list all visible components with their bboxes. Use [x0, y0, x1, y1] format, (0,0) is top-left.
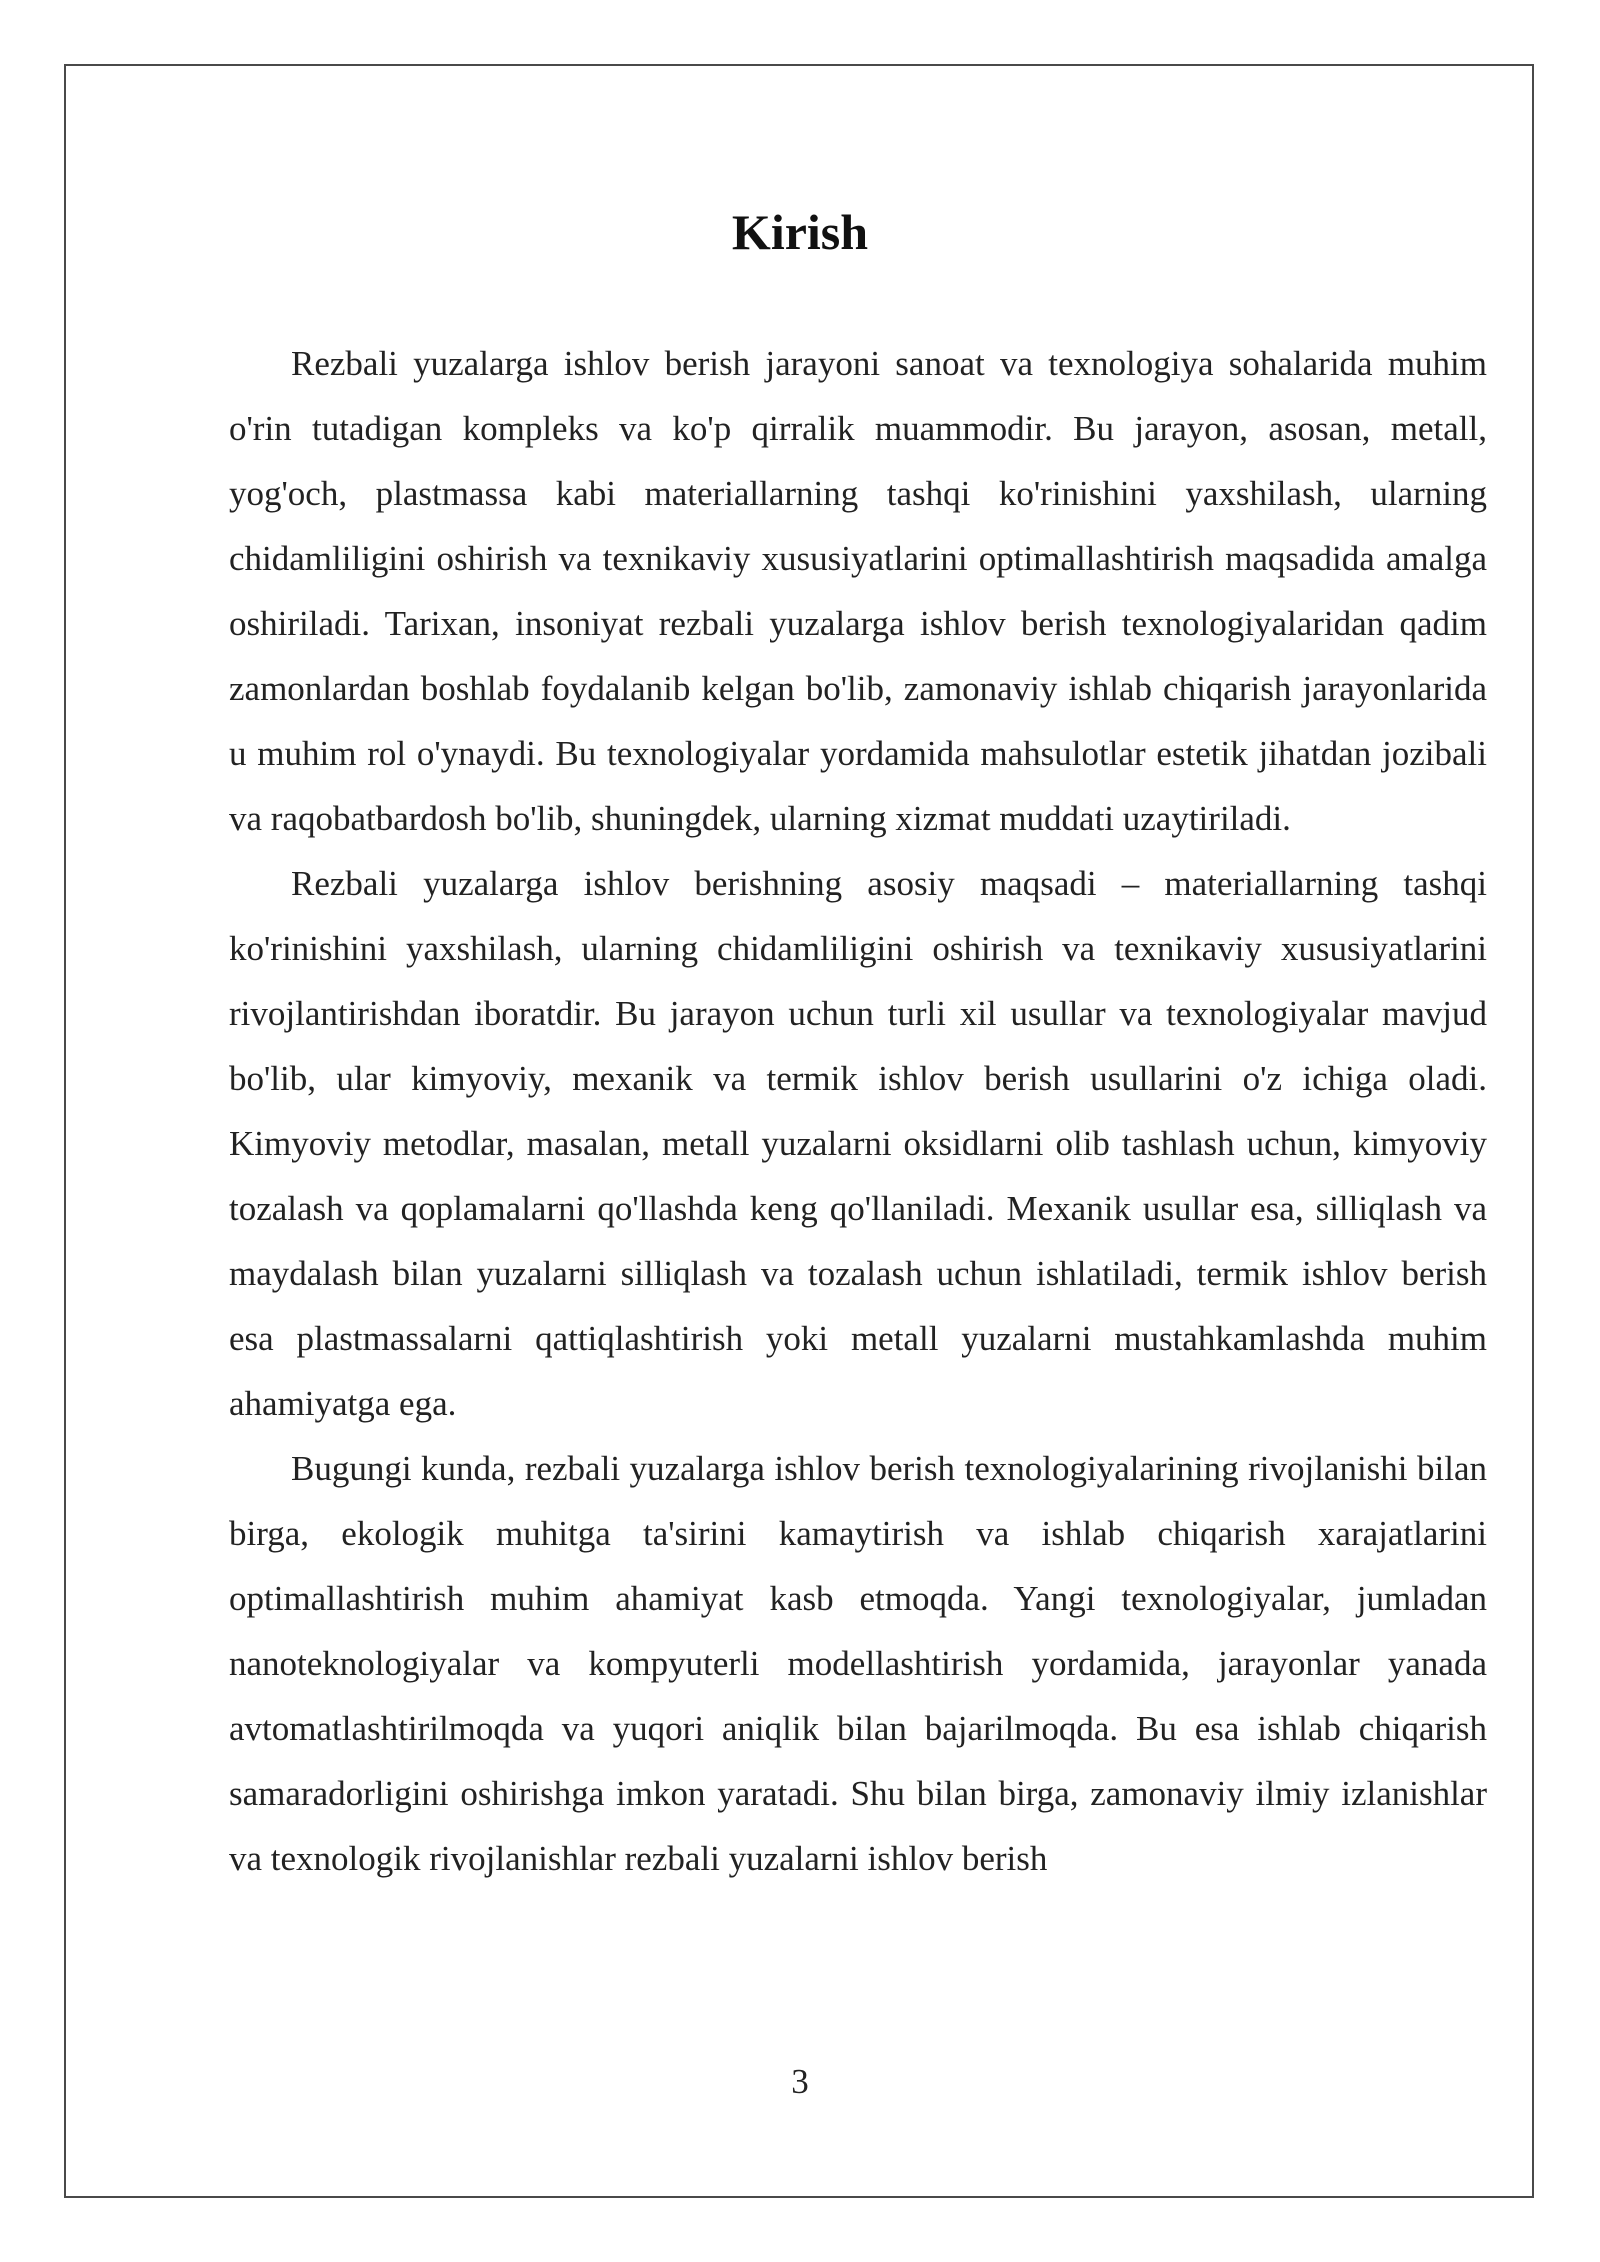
paragraph-2: Rezbali yuzalarga ishlov berishning asosiy maqsadi – materiallarning tashqi ko'rinishini yaxshilash, ularning chidamliligini oshirish va texnikaviy xususiyatlarini rivojlantirishdan iboratdir. Bu jarayon uchun turli xil usullar va texnologiyalar mavjud bo'lib, ular kimyoviy, mexanik va termik ishlov berish usullarini o'z ichiga oladi. Kimyoviy metodlar, masalan, metall yuzalarni oksidlarni olib tashlash uchun, kimyoviy tozalash va qoplamalarni qo'llashda keng qo'llaniladi. Mexanik usullar esa, silliqlash va maydalash bilan yuzalarni silliqlash va tozalash uchun ishlatiladi, termik ishlov berish esa plastmassalarni qattiqlashtirish yoki metall yuzalarni mustahkamlashda muhim ahamiyatga ega.	[229, 864, 1487, 1423]
page-title: Kirish	[731, 204, 869, 260]
paragraph-1: Rezbali yuzalarga ishlov berish jarayoni sanoat va texnologiya sohalarida muhim o'rin tutadigan kompleks va ko'p qirralik muammodir. Bu jarayon, asosan, metall, yog'och, plastmassa kabi materiallarning tashqi ko'rinishini yaxshilash, ularning chidamliligini oshirish va texnikaviy xususiyatlarini optimallashtirish maqsadida amalga oshiriladi. Tarixan, insoniyat rezbali yuzalarga ishlov berish texnologiyalaridan qadim zamonlardan boshlab foydalanib kelgan bo'lib, zamonaviy ishlab chiqarish jarayonlarida u muhim rol o'ynaydi. Bu texnologiyalar yordamida mahsulotlar estetik jihatdan jozibali va raqobatbardosh bo'lib, shuningdek, ularning xizmat muddati uzaytiriladi.	[229, 344, 1487, 838]
paragraph-3: Bugungi kunda, rezbali yuzalarga ishlov berish texnologiyalarining rivojlanishi bilan birga, ekologik muhitga ta'sirini kamaytirish va ishlab chiqarish xarajatlarini optimallashtirish muhim ahamiyat kasb etmoqda. Yangi texnologiyalar, jumladan nanoteknologiyalar va kompyuterli modellashtirish yordamida, jarayonlar yanada avtomatlashtirilmoqda va yuqori aniqlik bilan bajarilmoqda. Bu esa ishlab chiqarish samaradorligini oshirishga imkon yaratadi. Shu bilan birga, zamonaviy ilmiy izlanishlar va texnologik rivojlanishlar rezbali yuzalarni ishlov berish	[229, 1449, 1487, 1878]
document-body	[229, 331, 1487, 1891]
page-number: 3	[791, 2062, 809, 2101]
